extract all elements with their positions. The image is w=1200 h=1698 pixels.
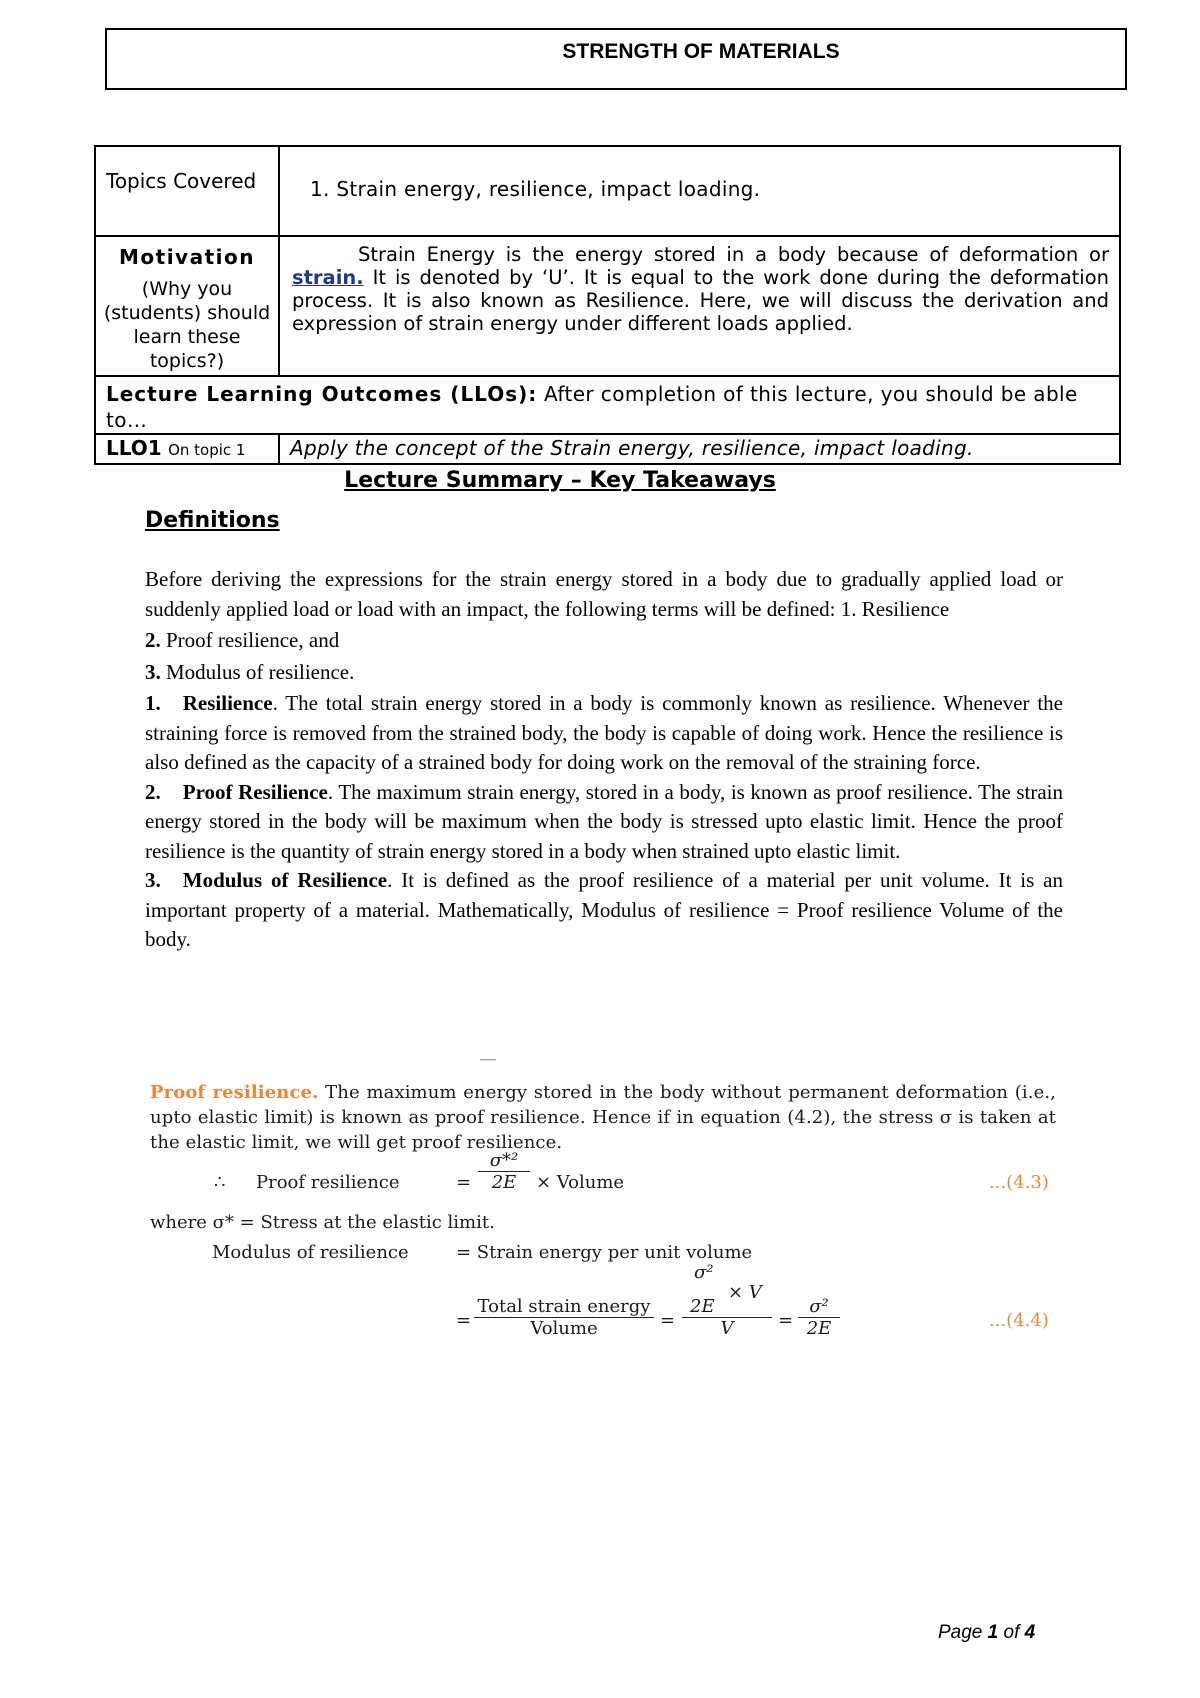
header-box xyxy=(105,28,1127,90)
equals-4: = xyxy=(778,1310,794,1331)
motivation-label-cell xyxy=(95,236,279,376)
llo1-label-cell xyxy=(95,434,279,464)
llo1-text: Apply the concept of the Strain energy, resilience, impact loading. xyxy=(290,436,974,460)
proof-resilience-label: Proof resilience xyxy=(256,1172,400,1193)
topics-value: 1. Strain energy, resilience, impact loading. xyxy=(310,177,761,201)
modulus-label: Modulus of resilience xyxy=(212,1242,409,1263)
llo1-topic-ref: On topic 1 xyxy=(168,441,246,459)
energy-per-volume-fraction: $\frac{2E}{V}$ xyxy=(682,1296,772,1339)
definitions-body xyxy=(145,565,1063,955)
proof-resilience-fraction: $\frac{\text{σ*²}}{2E}$ xyxy=(478,1150,530,1193)
motivation-title: Motivation xyxy=(119,245,255,269)
topics-value-cell xyxy=(279,146,1120,236)
llo-header-cell xyxy=(95,376,1120,434)
equals-1: = xyxy=(456,1172,472,1193)
textbook-excerpt xyxy=(150,1040,1070,1370)
sigma-squared-top: σ² xyxy=(694,1262,714,1283)
modulus-definition: = Strain energy per unit volume xyxy=(456,1242,753,1263)
strain-link[interactable]: strain. xyxy=(292,266,364,289)
motivation-text-cell xyxy=(279,236,1120,376)
definition-1: 1. Resilience. The total strain energy stored in a body is commonly known as resilience. Whenever the straining force is removed from the strained body, the body is capable of doing work. Hence the resilience is also defined as the capacity of a strained body for doing work on the removal of the straining force. xyxy=(145,691,1063,774)
definition-3: 3. Modulus of Resilience. It is defined as the proof resilience of a material per unit volume. It is an important property of a material. Mathematically, Modulus of resilience = Proof resilience Volume of the body. xyxy=(145,868,1063,951)
excerpt-dash: __ xyxy=(480,1040,494,1061)
times-volume: × Volume xyxy=(536,1172,625,1193)
equation-ref-4-3: ...(4.3) xyxy=(989,1172,1049,1193)
list-item-2: 2. Proof resilience, and xyxy=(145,628,340,652)
motivation-text-2: It is denoted by ‘U’. It is equal to the work done during the deformation process. It is also known as Resilience. Here, we will discuss the derivation and expression of strain energy under different loads applied. xyxy=(292,266,1109,335)
intro-paragraph: Before deriving the expressions for the strain energy stored in a body due to gradually applied load or suddenly applied load or load with an impact, the following terms will be defined: 1. Resilience xyxy=(145,567,1063,621)
topics-label: Topics Covered xyxy=(106,169,257,193)
sigma-over-2e-fraction: $\frac{\text{σ²}}{2E}$ xyxy=(798,1296,840,1339)
llo-header-bold: Lecture Learning Outcomes (LLOs): xyxy=(106,382,538,406)
topics-label-cell xyxy=(95,146,279,236)
equals-3: = xyxy=(660,1310,676,1331)
definition-3-term: Modulus of Resilience xyxy=(182,868,388,892)
motivation-text-1: Strain Energy is the energy stored in a body because of deformation or xyxy=(358,243,1109,266)
definitions-title: Definitions xyxy=(145,508,280,533)
excerpt-paragraph: Proof resilience. The maximum energy stored in the body without permanent deformation (i.e., upto elastic limit) is known as proof resilience. Hence if in equation (4.2), the stress σ is taken at the elastic limit, we will get proof resilience. xyxy=(150,1082,1057,1153)
summary-title: Lecture Summary – Key Takeaways xyxy=(344,468,776,493)
where-note: where σ* = Stress at the elastic limit. xyxy=(150,1212,495,1233)
times-v: × V xyxy=(728,1282,762,1303)
document-title: STRENGTH OF MATERIALS xyxy=(562,40,840,63)
equals-2: = xyxy=(456,1310,472,1331)
definition-2-term: Proof Resilience xyxy=(182,779,328,804)
list-item-3: 3. Modulus of resilience. xyxy=(145,659,355,684)
llo1-id: LLO1 xyxy=(106,436,162,460)
llo-header-text: After completion of this lecture, you should be able to… xyxy=(106,382,1078,432)
definition-1-term: Resilience xyxy=(182,691,273,715)
lecture-info-table xyxy=(94,145,1121,465)
llo1-text-cell xyxy=(279,434,1120,464)
motivation-subtitle: (Why you (students) should learn these topics?) xyxy=(103,278,271,372)
excerpt-lead: Proof resilience. xyxy=(150,1082,319,1103)
total-energy-fraction: Total strain energy Volume xyxy=(474,1296,654,1339)
equation-ref-4-4: ...(4.4) xyxy=(989,1310,1049,1331)
page-number: Page 1 of 4 xyxy=(938,1622,1036,1643)
therefore-symbol: ∴ xyxy=(214,1172,226,1193)
definition-2: 2. Proof Resilience. The maximum strain energy, stored in a body, is known as proof resilience. The strain energy stored in the body will be maximum when the body is stressed upto elastic limit. Hence the proof resilience is the quantity of strain energy stored in a body when strained upto elastic limit. xyxy=(145,779,1063,863)
